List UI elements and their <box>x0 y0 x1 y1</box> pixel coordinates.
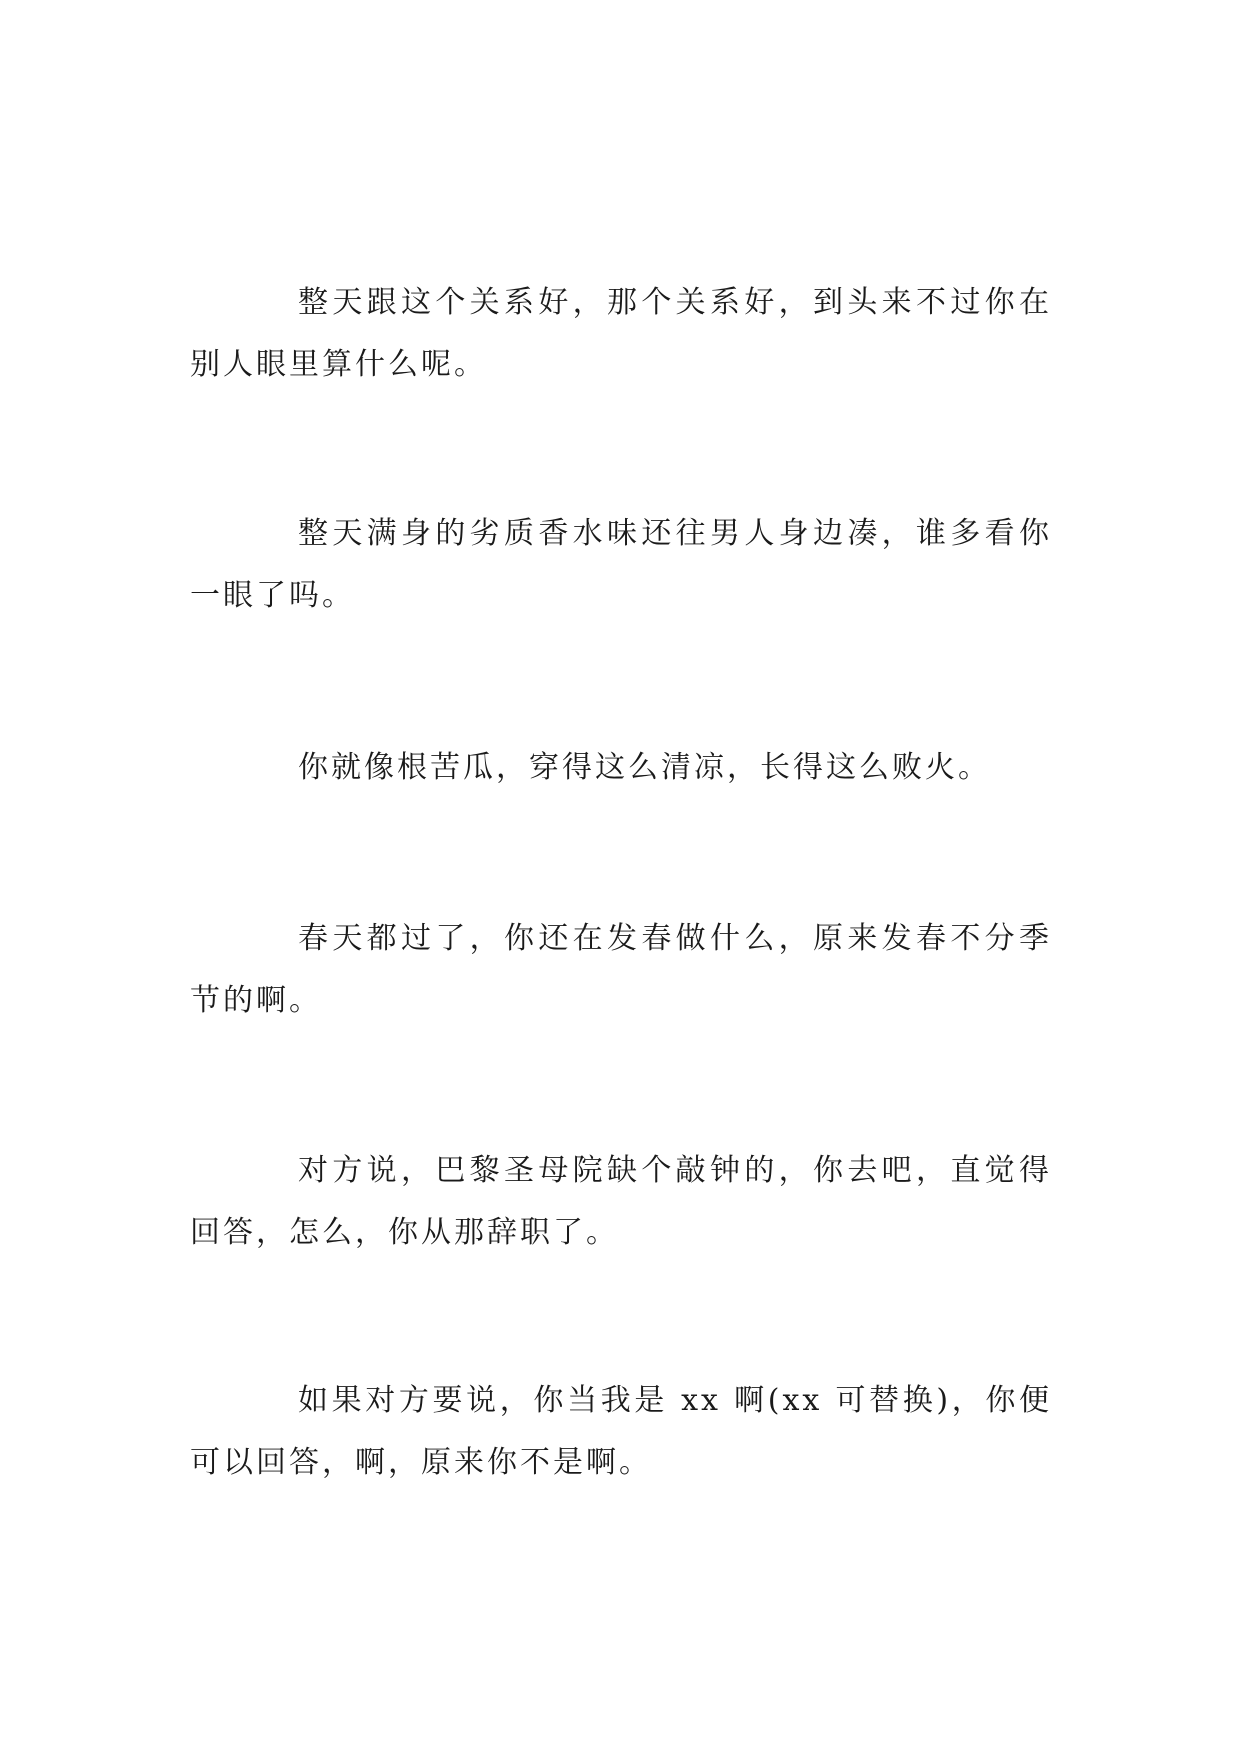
paragraph-3: 你就像根苦瓜，穿得这么清凉，长得这么败火。 <box>298 750 991 785</box>
paragraph-2: 整天满身的劣质香水味还往男人身边凑，谁多看你一眼了吗。 <box>190 516 1052 613</box>
paragraph-5: 对方说，巴黎圣母院缺个敲钟的，你去吧，直觉得回答，怎么，你从那辞职了。 <box>190 1153 1052 1250</box>
paragraph-1: 整天跟这个关系好，那个关系好，到头来不过你在别人眼里算什么呢。 <box>190 285 1052 382</box>
paragraph-4: 春天都过了，你还在发春做什么，原来发春不分季节的啊。 <box>190 921 1052 1018</box>
paragraph-6: 如果对方要说，你当我是 xx 啊(xx 可替换)，你便可以回答，啊，原来你不是啊。 <box>190 1383 1052 1480</box>
